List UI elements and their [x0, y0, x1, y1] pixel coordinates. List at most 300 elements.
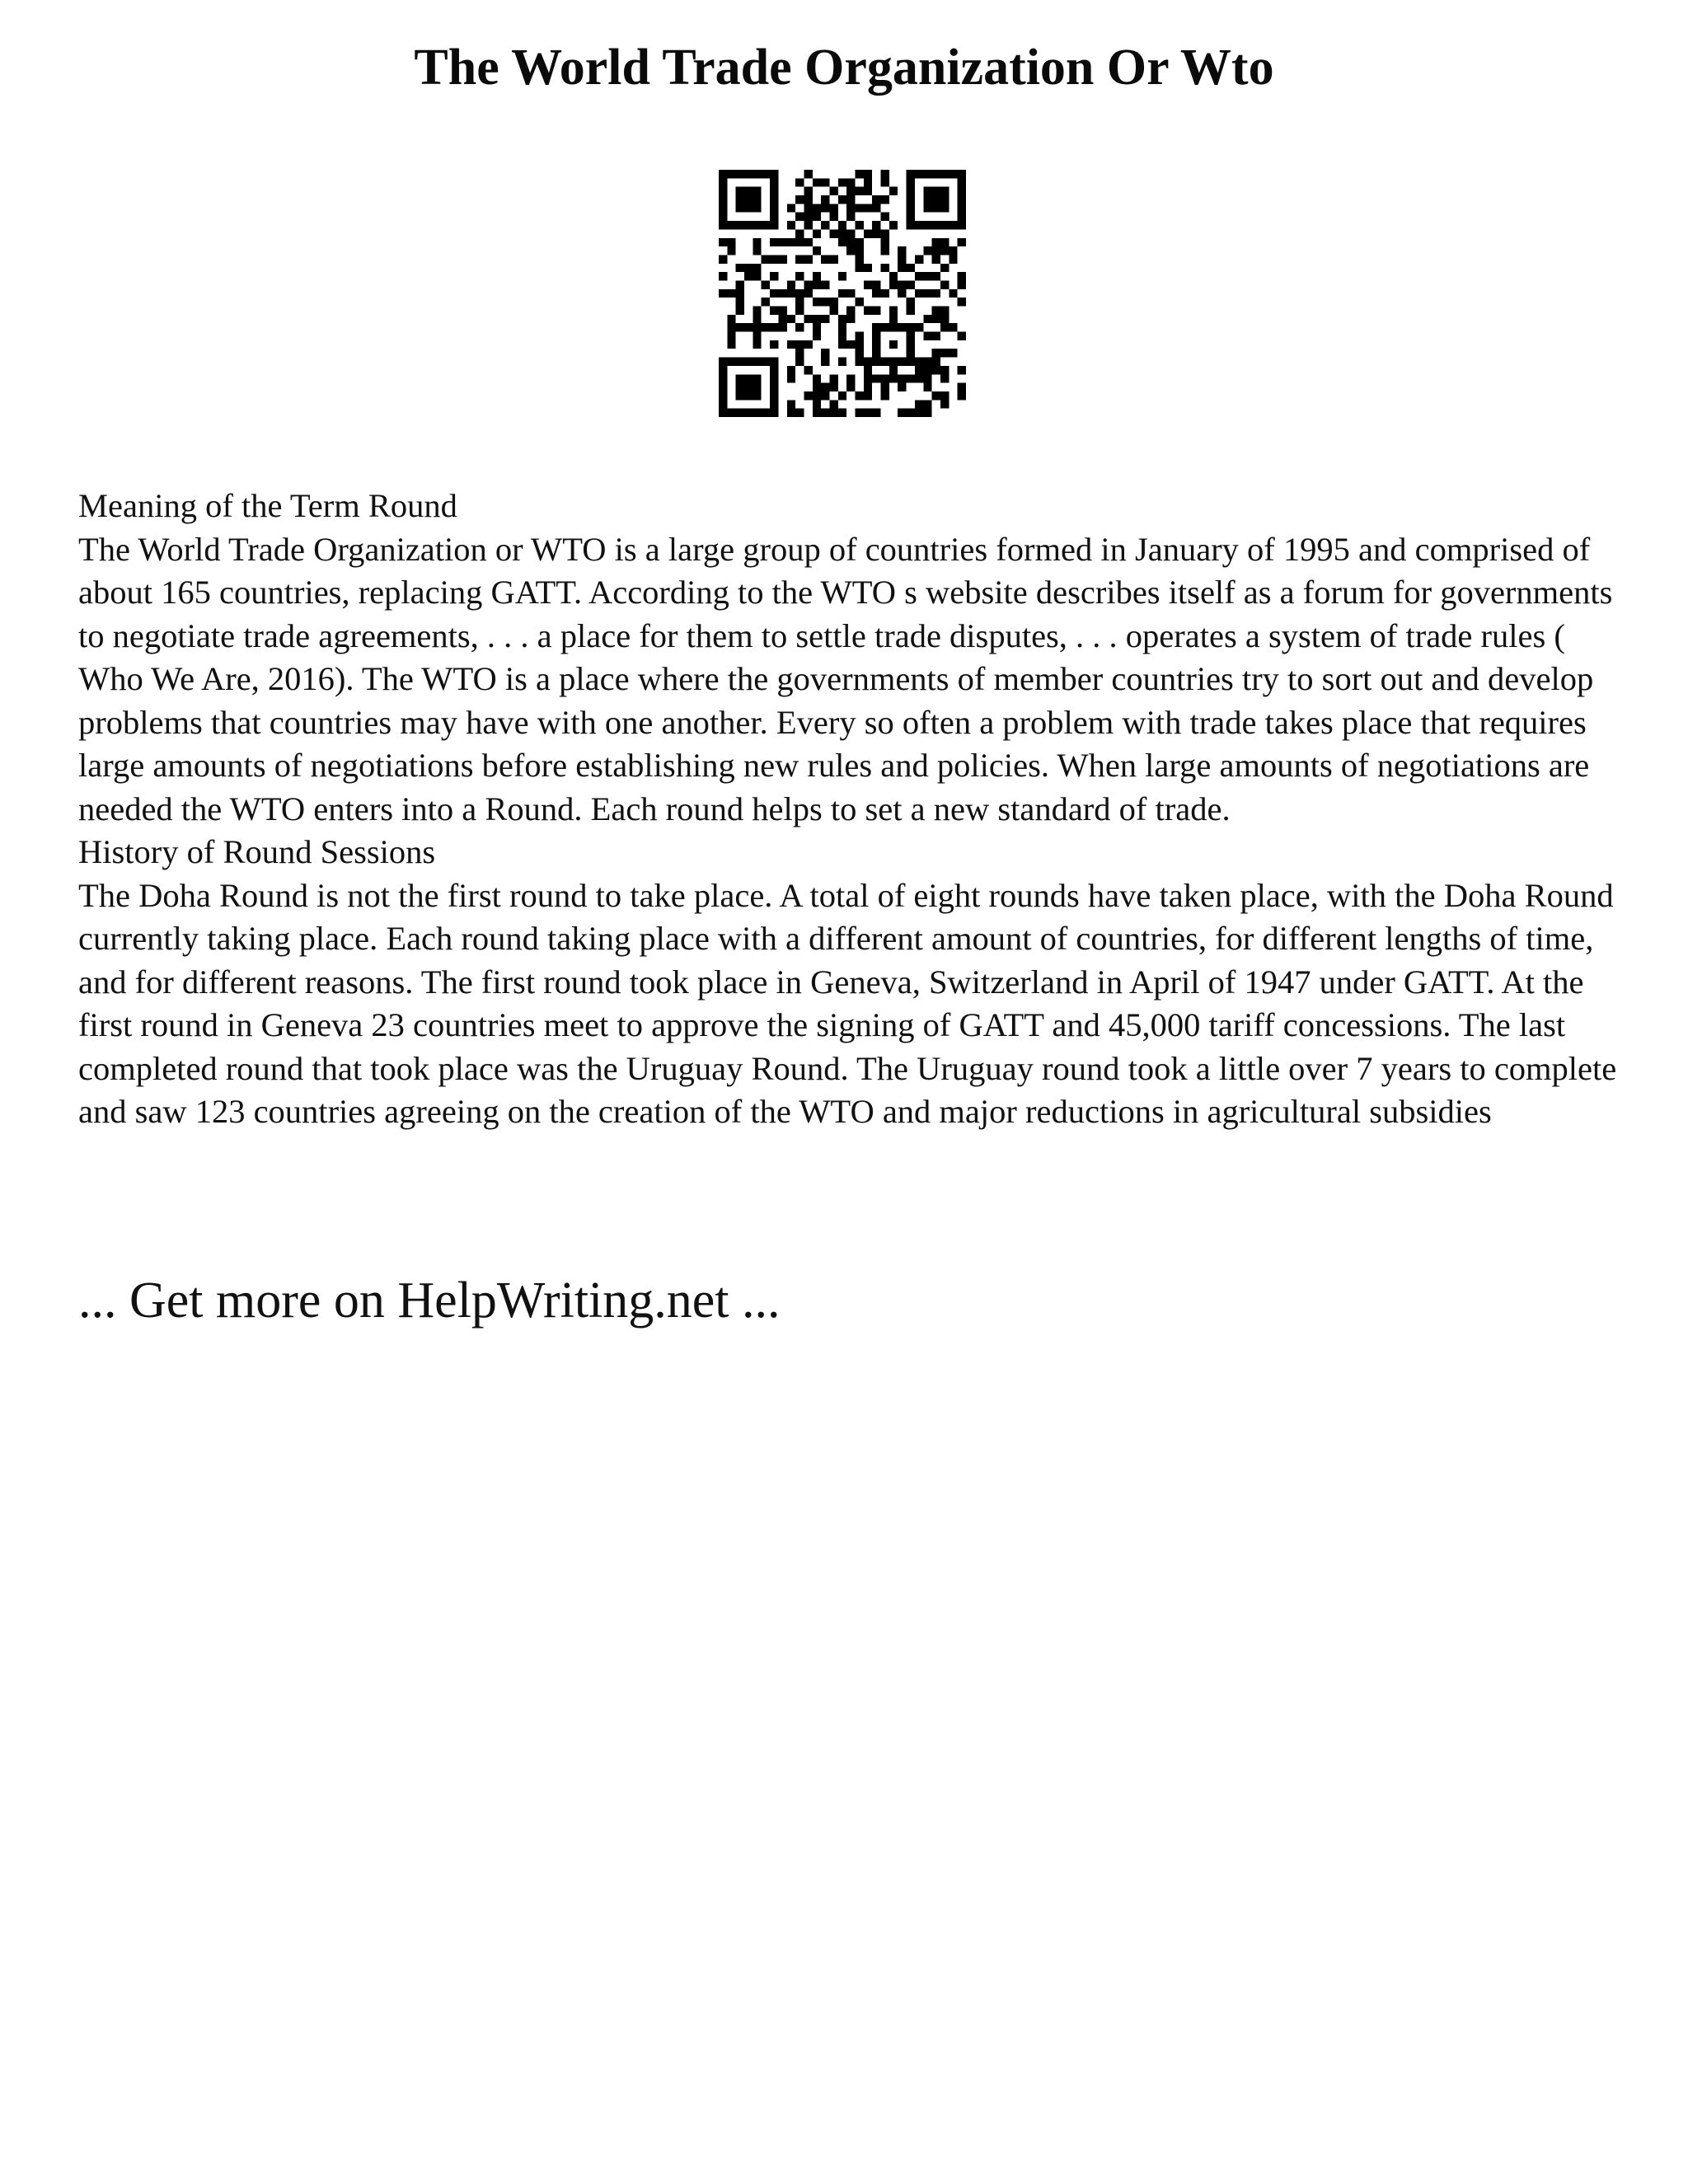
qr-module: [744, 187, 753, 195]
qr-module: [804, 170, 812, 178]
qr-module: [881, 195, 889, 204]
qr-module: [923, 409, 931, 417]
qr-module: [872, 221, 880, 229]
qr-module: [762, 323, 770, 331]
qr-module: [932, 349, 940, 357]
qr-module: [727, 238, 735, 246]
qr-module: [923, 358, 931, 366]
qr-module: [813, 323, 821, 331]
qr-module: [856, 349, 864, 357]
qr-module: [864, 280, 872, 288]
qr-module: [958, 332, 966, 340]
qr-module: [958, 280, 966, 288]
qr-module: [881, 391, 889, 400]
qr-module: [727, 409, 735, 417]
qr-module: [770, 204, 778, 212]
qr-module: [923, 195, 931, 204]
qr-module: [762, 298, 770, 306]
qr-module: [907, 298, 915, 306]
qr-module: [923, 366, 931, 374]
qr-module: [787, 280, 795, 288]
qr-module: [881, 358, 889, 366]
qr-module: [829, 374, 837, 382]
qr-module: [907, 264, 915, 272]
qr-module: [940, 391, 949, 400]
qr-module: [719, 374, 727, 382]
qr-module: [932, 238, 940, 246]
qr-module: [940, 238, 949, 246]
qr-module: [753, 307, 761, 315]
qr-module: [923, 383, 931, 391]
qr-module: [838, 195, 846, 204]
qr-module: [770, 221, 778, 229]
qr-module: [736, 383, 744, 391]
qr-module: [958, 178, 966, 186]
qr-module: [829, 409, 837, 417]
qr-module: [915, 170, 923, 178]
qr-module: [872, 358, 880, 366]
qr-module: [889, 366, 898, 374]
qr-module: [958, 272, 966, 280]
qr-module: [744, 391, 753, 400]
qr-module: [881, 229, 889, 237]
qr-module: [856, 264, 864, 272]
qr-module: [727, 323, 735, 331]
qr-module: [804, 280, 812, 288]
qr-module: [889, 221, 898, 229]
qr-module: [864, 170, 872, 178]
qr-module: [770, 289, 778, 298]
qr-module: [940, 195, 949, 204]
qr-module: [829, 400, 837, 408]
qr-module: [795, 178, 804, 186]
qr-module: [846, 246, 855, 255]
qr-module: [719, 178, 727, 186]
qr-module: [940, 221, 949, 229]
qr-module: [881, 170, 889, 178]
qr-module: [744, 409, 753, 417]
qr-module: [872, 349, 880, 357]
qr-module: [872, 374, 880, 382]
qr-module: [719, 409, 727, 417]
qr-module: [787, 315, 795, 323]
qr-module: [744, 221, 753, 229]
qr-module: [846, 204, 855, 212]
qr-module: [736, 187, 744, 195]
qr-module: [958, 195, 966, 204]
qr-module: [907, 178, 915, 186]
qr-module: [881, 246, 889, 255]
qr-module: [932, 315, 940, 323]
qr-module: [736, 264, 744, 272]
qr-module: [753, 272, 761, 280]
qr-module: [838, 315, 846, 323]
qr-module: [813, 204, 821, 212]
qr-module: [753, 358, 761, 366]
qr-module: [898, 374, 906, 382]
qr-module: [915, 409, 923, 417]
qr-module: [762, 255, 770, 263]
qr-module: [744, 323, 753, 331]
qr-module: [753, 195, 761, 204]
qr-module: [958, 170, 966, 178]
qr-module: [719, 289, 727, 298]
qr-module: [889, 307, 898, 315]
qr-module: [813, 383, 821, 391]
qr-module: [856, 204, 864, 212]
qr-module: [856, 238, 864, 246]
qr-module: [932, 332, 940, 340]
qr-module: [846, 229, 855, 237]
qr-module: [889, 280, 898, 288]
qr-module: [736, 323, 744, 331]
qr-module: [719, 195, 727, 204]
qr-module: [889, 340, 898, 349]
qr-module: [940, 246, 949, 255]
qr-module: [907, 170, 915, 178]
qr-module: [719, 170, 727, 178]
qr-module: [778, 255, 786, 263]
qr-module: [795, 298, 804, 306]
qr-module: [915, 358, 923, 366]
qr-module: [795, 213, 804, 221]
qr-module: [898, 255, 906, 263]
qr-module: [856, 187, 864, 195]
qr-module: [864, 391, 872, 400]
qr-module: [829, 213, 837, 221]
qr-module: [940, 307, 949, 315]
qr-module: [915, 400, 923, 408]
qr-module: [838, 358, 846, 366]
qr-module: [744, 272, 753, 280]
qr-module: [949, 349, 957, 357]
qr-module: [736, 298, 744, 306]
qr-module: [813, 298, 821, 306]
qr-module: [915, 374, 923, 382]
qr-module: [907, 204, 915, 212]
qr-module: [881, 323, 889, 331]
qr-module: [753, 374, 761, 382]
qr-module: [898, 264, 906, 272]
qr-module: [744, 383, 753, 391]
qr-module: [804, 204, 812, 212]
qr-module: [821, 298, 829, 306]
qr-module: [821, 280, 829, 288]
qr-module: [821, 358, 829, 366]
qr-module: [856, 332, 864, 340]
qr-module: [872, 280, 880, 288]
qr-module: [787, 340, 795, 349]
qr-module: [744, 374, 753, 382]
qr-module: [719, 383, 727, 391]
qr-module: [804, 238, 812, 246]
qr-module: [727, 246, 735, 255]
qr-module: [829, 204, 837, 212]
qr-module: [923, 315, 931, 323]
qr-module: [881, 238, 889, 246]
qr-module: [846, 238, 855, 246]
qr-module: [762, 170, 770, 178]
qr-module: [838, 229, 846, 237]
qr-module: [898, 358, 906, 366]
qr-module: [932, 255, 940, 263]
qr-module: [813, 229, 821, 237]
qr-module: [821, 195, 829, 204]
qr-module: [821, 315, 829, 323]
qr-module: [846, 187, 855, 195]
qr-module: [795, 195, 804, 204]
qr-module: [889, 323, 898, 331]
qr-module: [872, 195, 880, 204]
qr-module: [898, 383, 906, 391]
get-more-link[interactable]: ... Get more on HelpWriting.net ...: [78, 1272, 781, 1329]
qr-module: [753, 221, 761, 229]
qr-module: [881, 264, 889, 272]
qr-module: [872, 289, 880, 298]
qr-module: [838, 391, 846, 400]
qr-module: [958, 238, 966, 246]
qr-module: [889, 272, 898, 280]
qr-module: [795, 238, 804, 246]
qr-module: [795, 409, 804, 417]
qr-module: [813, 280, 821, 288]
qr-module: [838, 221, 846, 229]
qr-module: [804, 366, 812, 374]
qr-module: [770, 409, 778, 417]
qr-code: [719, 170, 966, 417]
qr-module: [889, 187, 898, 195]
qr-module: [829, 298, 837, 306]
qr-module: [787, 238, 795, 246]
qr-module: [949, 221, 957, 229]
qr-module: [736, 409, 744, 417]
qr-module: [813, 178, 821, 186]
qr-module: [846, 383, 855, 391]
qr-module: [915, 366, 923, 374]
qr-module: [838, 289, 846, 298]
qr-module: [864, 409, 872, 417]
qr-module: [753, 383, 761, 391]
qr-module: [787, 409, 795, 417]
qr-module: [940, 264, 949, 272]
qr-module: [940, 315, 949, 323]
qr-module: [881, 383, 889, 391]
qr-module: [753, 391, 761, 400]
qr-module: [787, 204, 795, 212]
qr-module: [958, 298, 966, 306]
qr-module: [778, 307, 786, 315]
qr-module: [881, 374, 889, 382]
qr-module: [940, 187, 949, 195]
qr-module: [915, 289, 923, 298]
qr-module: [923, 400, 931, 408]
qr-module: [856, 358, 864, 366]
qr-module: [719, 358, 727, 366]
qr-module: [940, 323, 949, 331]
article-body: [78, 485, 1628, 1134]
qr-module: [907, 307, 915, 315]
qr-module: [923, 374, 931, 382]
qr-module: [753, 187, 761, 195]
qr-module: [753, 264, 761, 272]
qr-module: [838, 323, 846, 331]
qr-module: [846, 178, 855, 186]
qr-module: [872, 323, 880, 331]
qr-module: [932, 246, 940, 255]
qr-module: [813, 213, 821, 221]
paragraph-history: The Doha Round is not the first round to take place. A total of eight rounds have taken place, with the Doha Round currently taking place. Each round taking place with a different amount of countries, for different lengths of time, and for different reasons. The first round took place in Geneva, Switzerland in April of 1947 under GATT. At the first round in Geneva 23 countries meet to approve the signing of GATT and 45,000 tariff concessions. The last completed round that took place was the Uruguay Round. The Uruguay round took a little over 7 years to complete and saw 123 countries agreeing on the creation of the WTO and major reductions in agricultural subsidies: [78, 876, 1617, 1130]
qr-module: [821, 383, 829, 391]
qr-module: [907, 195, 915, 204]
qr-module: [770, 187, 778, 195]
qr-module: [795, 272, 804, 280]
qr-module: [864, 374, 872, 382]
qr-module: [753, 323, 761, 331]
qr-module: [736, 195, 744, 204]
qr-module: [907, 280, 915, 288]
qr-module: [846, 307, 855, 315]
qr-module: [907, 332, 915, 340]
qr-module: [940, 349, 949, 357]
qr-module: [872, 409, 880, 417]
qr-module: [915, 221, 923, 229]
qr-module: [787, 289, 795, 298]
qr-module: [958, 383, 966, 391]
qr-module: [856, 409, 864, 417]
qr-module: [864, 204, 872, 212]
qr-module: [770, 178, 778, 186]
qr-module: [923, 289, 931, 298]
qr-module: [813, 400, 821, 408]
qr-module: [744, 195, 753, 204]
qr-module: [864, 307, 872, 315]
qr-module: [753, 246, 761, 255]
qr-module: [804, 391, 812, 400]
qr-module: [804, 289, 812, 298]
qr-module: [719, 238, 727, 246]
qr-module: [932, 272, 940, 280]
qr-module: [949, 323, 957, 331]
qr-module: [949, 246, 957, 255]
qr-module: [778, 238, 786, 246]
qr-module: [864, 178, 872, 186]
qr-module: [778, 323, 786, 331]
qr-module: [736, 358, 744, 366]
qr-module: [907, 340, 915, 349]
qr-module: [804, 315, 812, 323]
qr-module: [932, 289, 940, 298]
qr-module: [838, 178, 846, 186]
qr-module: [795, 307, 804, 315]
qr-module: [770, 340, 778, 349]
qr-module: [864, 383, 872, 391]
qr-module: [940, 170, 949, 178]
qr-module: [804, 255, 812, 263]
qr-module: [864, 366, 872, 374]
qr-module: [736, 221, 744, 229]
qr-module: [727, 358, 735, 366]
qr-module: [821, 178, 829, 186]
qr-module: [932, 187, 940, 195]
qr-module: [898, 246, 906, 255]
qr-module: [949, 255, 957, 263]
qr-module: [770, 255, 778, 263]
qr-module: [795, 229, 804, 237]
qr-module: [719, 366, 727, 374]
qr-module: [795, 255, 804, 263]
qr-module: [932, 366, 940, 374]
qr-module: [727, 332, 735, 340]
qr-module: [881, 213, 889, 221]
qr-module: [856, 391, 864, 400]
qr-module: [838, 272, 846, 280]
qr-module: [719, 221, 727, 229]
qr-module: [838, 340, 846, 349]
qr-module: [753, 332, 761, 340]
qr-module: [907, 358, 915, 366]
qr-module: [719, 255, 727, 263]
qr-module: [744, 204, 753, 212]
qr-module: [813, 409, 821, 417]
qr-module: [736, 374, 744, 382]
qr-module: [898, 280, 906, 288]
qr-module: [736, 170, 744, 178]
qr-module: [864, 358, 872, 366]
qr-module: [889, 315, 898, 323]
qr-module: [795, 349, 804, 357]
qr-module: [864, 229, 872, 237]
qr-module: [813, 374, 821, 382]
qr-module: [846, 195, 855, 204]
qr-module: [958, 391, 966, 400]
qr-module: [719, 204, 727, 212]
qr-module: [719, 400, 727, 408]
qr-module: [813, 391, 821, 400]
qr-module: [770, 323, 778, 331]
qr-module: [744, 358, 753, 366]
qr-module: [762, 409, 770, 417]
qr-module: [923, 204, 931, 212]
qr-module: [727, 289, 735, 298]
qr-module: [762, 221, 770, 229]
paragraph-meaning: The World Trade Organization or WTO is a large group of countries formed in January of 1995 and comprised of about 165 countries, replacing GATT. According to the WTO s website describes itself as a forum for governments to negotiate trade agreements, . . . a place for them to settle trade disputes, . . . operates a system of trade rules ( Who We Are, 2016). The WTO is a place where the governments of member countries try to sort out and develop problems that countries may have with one another. Every so often a problem with trade takes place that requires large amounts of negotiations before establishing new rules and policies. When large amounts of negotiations are needed the WTO enters into a Round. Each round helps to set a new standard of trade.: [78, 530, 1613, 827]
qr-module: [923, 187, 931, 195]
qr-module: [829, 255, 837, 263]
qr-module: [907, 213, 915, 221]
qr-module: [787, 221, 795, 229]
qr-module: [795, 340, 804, 349]
qr-module: [856, 221, 864, 229]
qr-module: [719, 272, 727, 280]
qr-module: [753, 204, 761, 212]
qr-module: [821, 221, 829, 229]
qr-module: [846, 213, 855, 221]
qr-module: [898, 323, 906, 331]
qr-module: [813, 272, 821, 280]
qr-module: [778, 289, 786, 298]
qr-module: [787, 374, 795, 382]
qr-module: [770, 358, 778, 366]
qr-module: [795, 323, 804, 331]
qr-module: [932, 170, 940, 178]
qr-module: [889, 358, 898, 366]
qr-module: [770, 213, 778, 221]
qr-module: [770, 374, 778, 382]
qr-module: [795, 358, 804, 366]
qr-code-image: [719, 170, 966, 417]
qr-module: [804, 221, 812, 229]
qr-module: [821, 391, 829, 400]
